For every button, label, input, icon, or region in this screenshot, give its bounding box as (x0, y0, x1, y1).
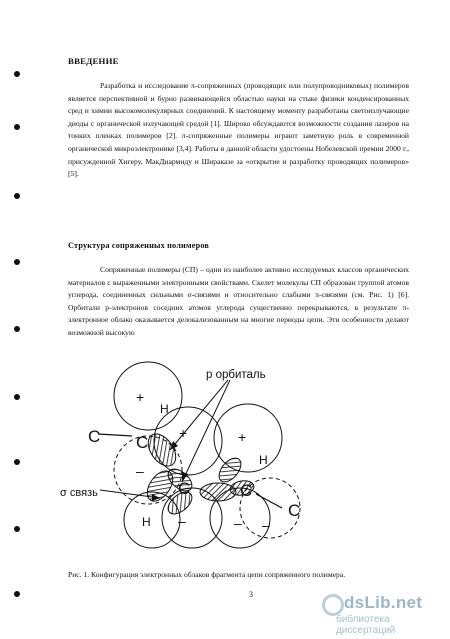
orbital-lobe (114, 362, 182, 430)
carbon-atom: C (288, 501, 301, 520)
orbital-sign: – (136, 463, 144, 479)
hydrogen-atom: H (160, 402, 169, 416)
orbital-sign: + (238, 429, 247, 445)
binder-hole (14, 193, 20, 199)
watermark-logo-icon (322, 594, 344, 616)
orbital-lobe (214, 404, 282, 472)
orbital-sign: – (234, 515, 242, 531)
figure-caption: Рис. 1. Конфигурация электронных облаков фрагмента цепи сопряженного полимера. (68, 570, 346, 579)
watermark (322, 591, 450, 639)
carbon-atom: C (240, 481, 253, 500)
carbon-atom: C (178, 479, 191, 498)
binder-hole (14, 526, 20, 532)
binder-hole (14, 259, 20, 265)
sigma-bond-label: σ связь (60, 487, 98, 499)
binder-hole (14, 459, 20, 465)
intro-heading: ВВЕДЕНИЕ (68, 56, 119, 66)
binder-hole (14, 124, 20, 130)
hydrogen-atom: H (142, 515, 151, 529)
carbon-atom: C (136, 433, 149, 452)
orbital-sign: + (179, 425, 188, 441)
binder-hole (14, 591, 20, 597)
binder-hole (14, 71, 20, 77)
watermark-subtitle: библиотека диссертаций (336, 614, 396, 636)
orbital-figure (60, 358, 310, 568)
binder-hole (14, 394, 20, 400)
section-heading: Структура сопряженных полимеров (68, 241, 210, 250)
orbital-sign: + (136, 389, 145, 405)
page-number: 3 (249, 590, 253, 599)
intro-paragraph: Разработка и исследование π-сопряженных (проводящих или полупроводниковых) полимеров является перспективной и бурно развивающейся областью науки на стыке физики конденсированных сред и химии высокомолекулярных соединений. К настоящему моменту разработаны светоизлучающие диоды с органической излучающей средой [1]. Широко обсуждаются возможности создания лазеров на тонких пленках полимеров [2]. π-сопряженные полимеры играют заметную роль в современной органической микроэлектронике [3,4]. Работы в данной области удостоены Нобелевской премии 2000 г., присужденной Хигеру, МакДиармиду и Шираказе за «открытие и разработку проводящих полимеров» [5]. (68, 81, 409, 179)
section-paragraph: Сопряженные полимеры (СП) – одни из наиболее активно исследуемых классов органических материалов с выраженными электронными свойствами. Скелет молекулы СП образован группой атомов углерода, соединенных сильными σ-связями и относительно слабыми π-связями (см. Рис. 1) [6]. Орбитали р-электронов соседних атомов углерода существенно перекрываются, в результате π-электронное облако оказывается делокализованным на многие периоды цепи. Эти особенности делают возможной высокую (68, 265, 409, 337)
carbon-atom: C (88, 427, 101, 446)
watermark-site: dsLib.net (344, 593, 423, 612)
hydrogen-atom: H (259, 453, 268, 467)
orbital-sign: – (262, 517, 270, 533)
binder-hole (14, 326, 20, 332)
p-orbital-label: р орбиталь (206, 369, 266, 381)
orbital-sign: – (178, 513, 186, 529)
